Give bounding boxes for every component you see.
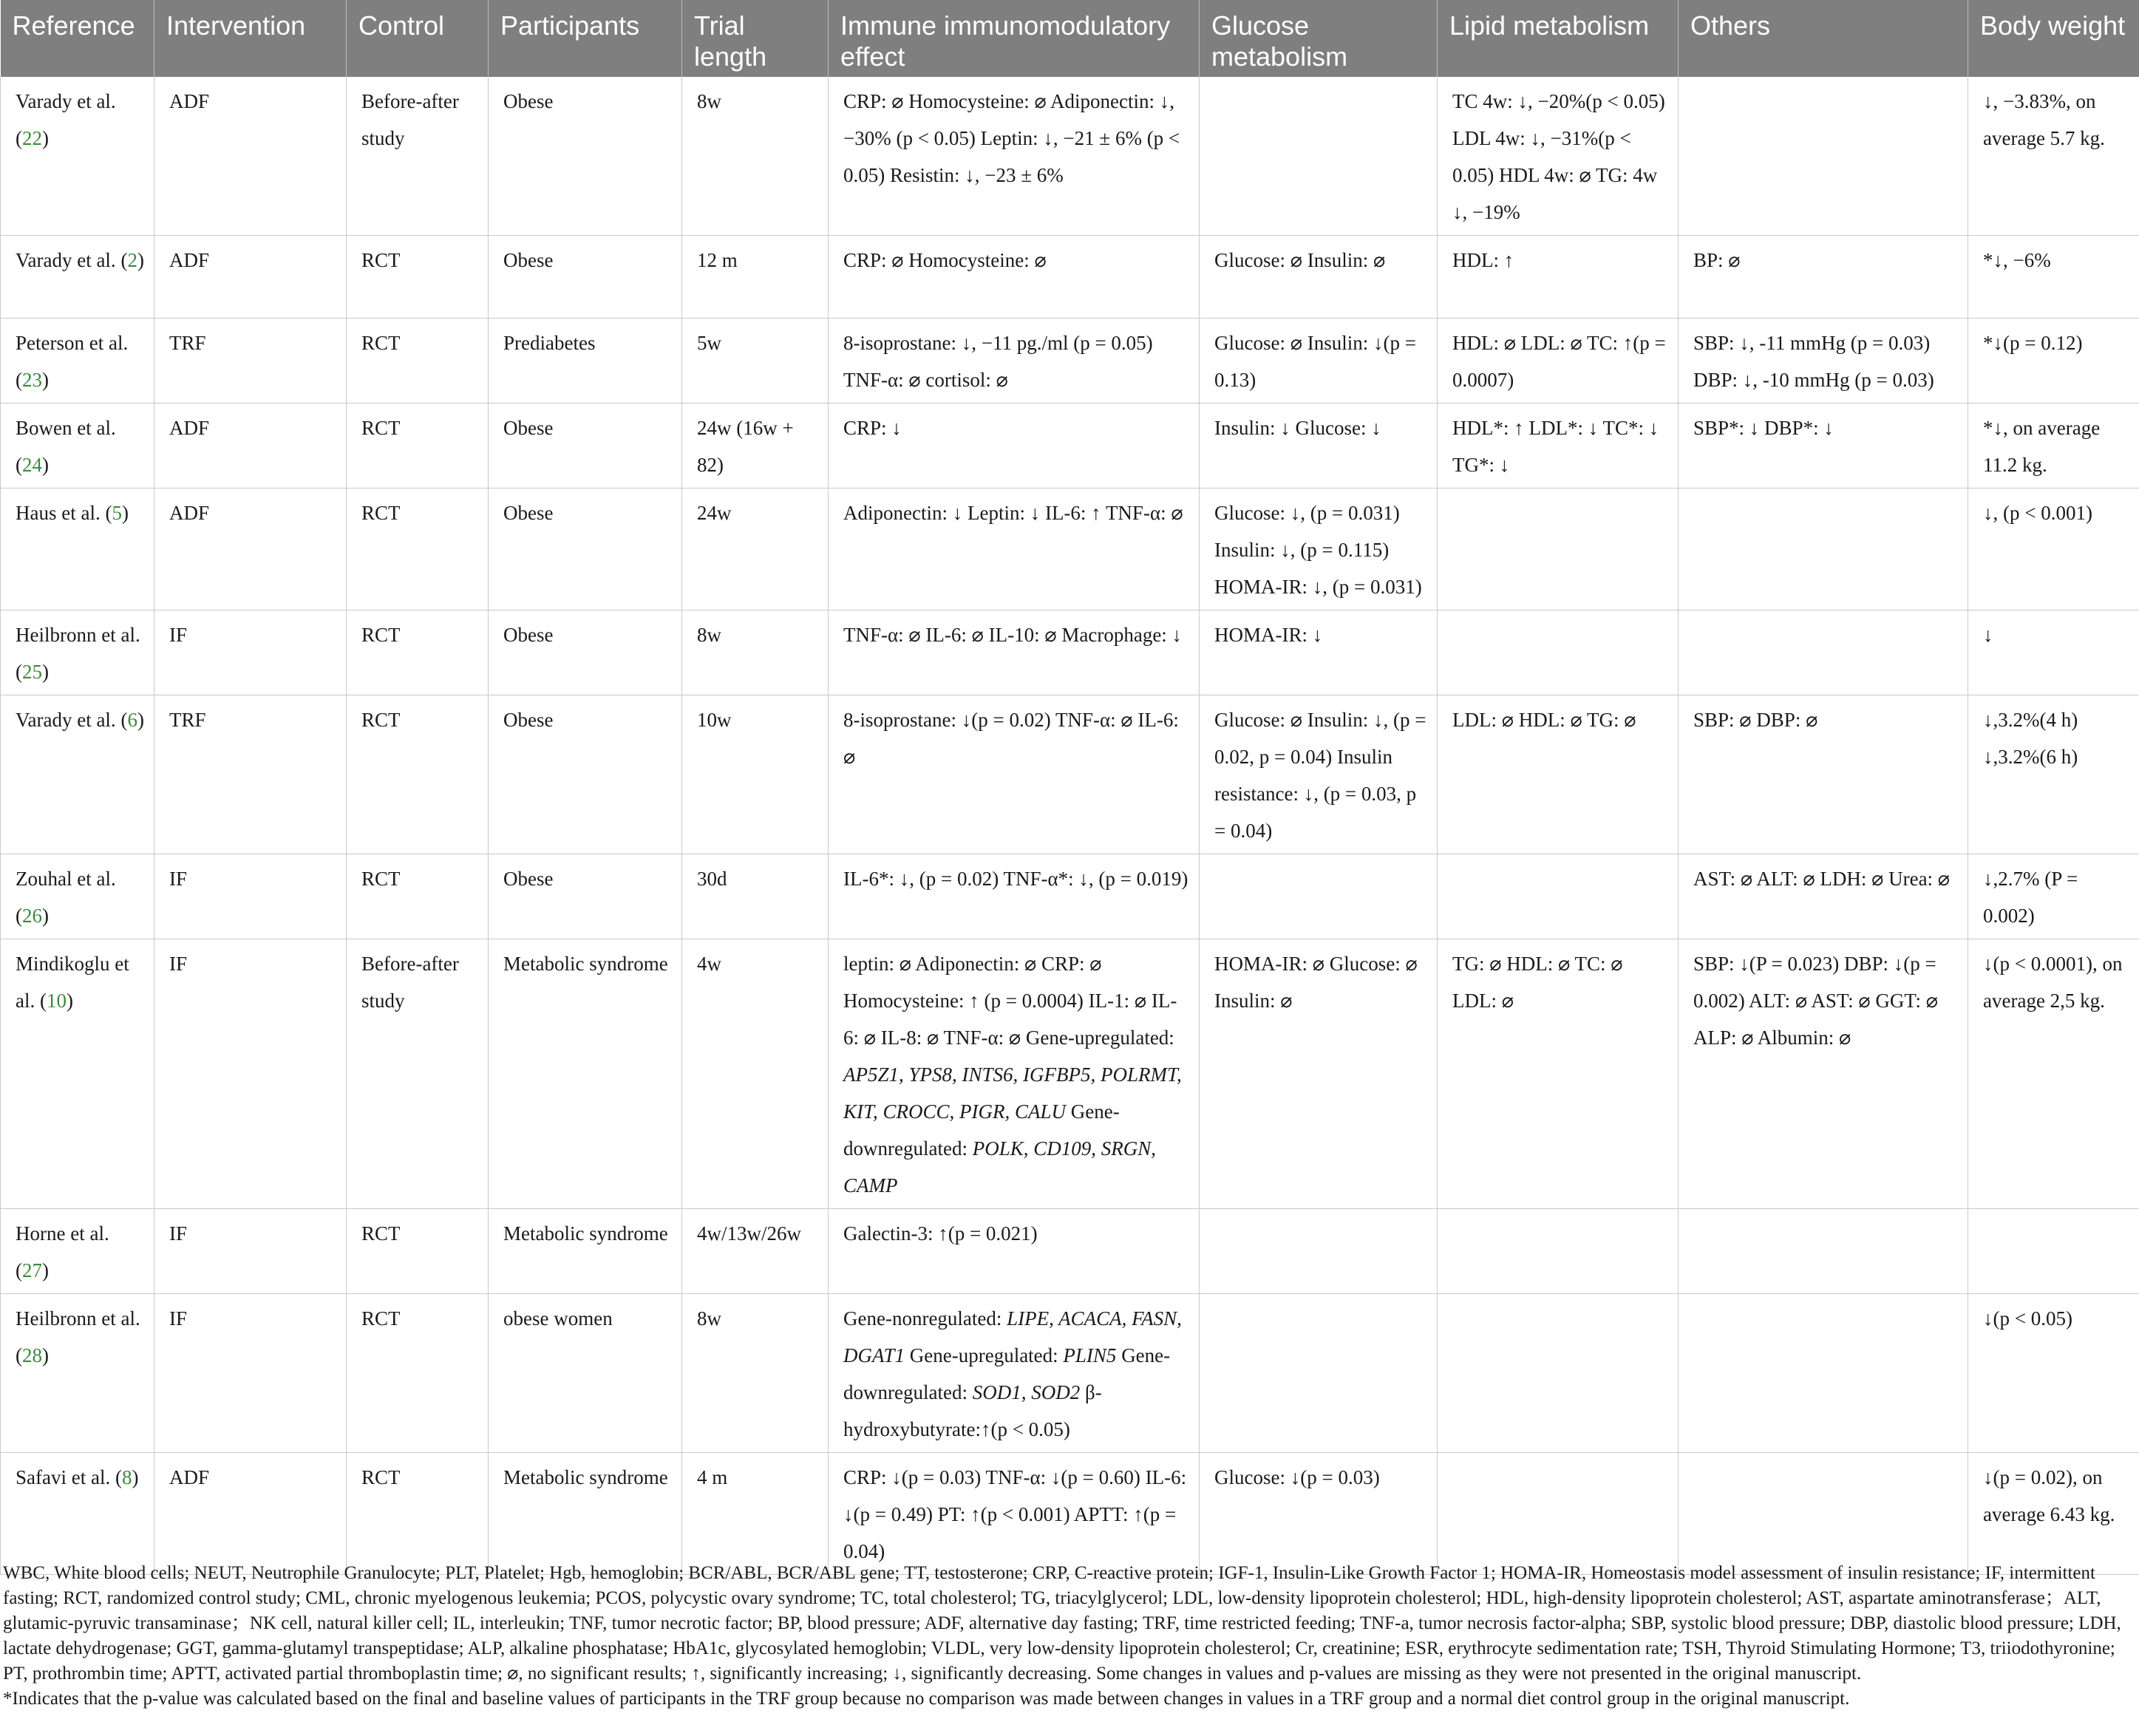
abbreviations-footnote: WBC, White blood cells; NEUT, Neutrophile Granulocyte; PLT, Platelet; Hgb, hemoglobin; BCR/ABL, BCR/ABL gene; TT, testosterone; CRP, C-reactive protein; IGF-1, Insulin-Like Growth Factor 1; HOMA-IR, Homeostasis model assessment of insulin resistance; IF, intermittent fasting; RCT, randomized control study; CML, chronic myelogenous leukemia; PCOS, polycystic ovary syndrome; TC, total cholesterol; TG, triacylglycerol; LDL, low-density lipoprotein cholesterol; HDL, high-density lipoprotein cholesterol; AST, aspartate aminotransferase；ALT, glutamic-pyruvic transaminase；NK cell, natural killer cell; IL, interleukin; TNF, tumor necrotic factor; BP, blood pressure; ADF, alternative day fasting; TRF, time restricted feeding; TNF-a, tumor necrosis factor-alpha; SBP, systolic blood pressure; DBP, diastolic blood pressure; LDH, lactate dehydrogenase; GGT, gamma-glutamyl transpeptidase; ALP, alkaline phosphatase; HbA1c, glycosylated hemoglobin; VLDL, very low-density lipoprotein cholesterol; Cr, creatinine; ESR, erythrocyte sedimentation rate; TSH, Thyroid Stimulating Hormone; T3, triiodothyronine; PT, prothrombin time; APTT, activated partial thromboplastin time; ⌀, no significant results; ↑, significantly increasing; ↓, significantly decreasing. Some changes in values and p-values are missing as they were not presented in the original manuscript. (3, 1563, 2121, 1684)
reference-cell: Mindikoglu et al. (10) (1, 939, 154, 1209)
table-row (1, 939, 2139, 1209)
body-weight-cell: ↓ (1968, 610, 2139, 695)
reference-cell: Varady et al. (22) (1, 77, 154, 236)
body-weight-cell: ↓(p < 0.0001), on average 2,5 kg. (1968, 939, 2139, 1209)
immune-effect-cell: Adiponectin: ↓ Leptin: ↓ IL-6: ↑ TNF-α: ⌀ (829, 489, 1200, 610)
trial-length-cell: 4 m (682, 1453, 829, 1575)
lipid-cell: HDL: ↑ (1438, 236, 1679, 319)
glucose-cell (1200, 854, 1438, 939)
trial-length-cell: 5w (682, 319, 829, 404)
body-weight-cell: *↓, on average 11.2 kg. (1968, 404, 2139, 489)
intervention-cell: IF (154, 939, 347, 1209)
immune-effect-cell: IL-6*: ↓, (p = 0.02) TNF-α*: ↓, (p = 0.019) (829, 854, 1200, 939)
col-header-others: Others (1679, 0, 1968, 77)
lipid-cell (1438, 1209, 1679, 1294)
col-header-intervention: Intervention (154, 0, 347, 77)
trial-length-cell: 8w (682, 77, 829, 236)
citation-link[interactable]: 25 (22, 661, 42, 683)
participants-cell: Obese (489, 404, 682, 489)
glucose-cell (1200, 1294, 1438, 1453)
body-weight-cell: ↓, (p < 0.001) (1968, 489, 2139, 610)
reference-author: Heilbronn et al. (16, 624, 140, 646)
glucose-cell: HOMA-IR: ↓ (1200, 610, 1438, 695)
immune-effect-cell (829, 939, 1200, 1209)
glucose-cell: HOMA-IR: ⌀ Glucose: ⌀ Insulin: ⌀ (1200, 939, 1438, 1209)
participants-cell: obese women (489, 1294, 682, 1453)
table-row (1, 489, 2139, 610)
citation-link[interactable]: 26 (22, 905, 42, 927)
citation-link[interactable]: 8 (121, 1466, 132, 1488)
participants-cell: Metabolic syndrome (489, 939, 682, 1209)
participants-cell: Obese (489, 695, 682, 854)
gene-list: POLK, CD109, SRGN, CAMP (843, 1137, 1156, 1197)
immune-effect-cell: TNF-α: ⌀ IL-6: ⌀ IL-10: ⌀ Macrophage: ↓ (829, 610, 1200, 695)
glucose-cell: Insulin: ↓ Glucose: ↓ (1200, 404, 1438, 489)
table-row (1, 236, 2139, 319)
glucose-cell (1200, 1209, 1438, 1294)
body-weight-cell: *↓, −6% (1968, 236, 2139, 319)
col-header-trial-length: Trial length (682, 0, 829, 77)
participants-cell: Obese (489, 610, 682, 695)
control-cell: RCT (347, 1453, 489, 1575)
body-weight-cell: ↓(p = 0.02), on average 6.43 kg. (1968, 1453, 2139, 1575)
immune-effect-cell: CRP: ↓(p = 0.03) TNF-α: ↓(p = 0.60) IL-6: ↓(p = 0.49) PT: ↑(p < 0.001) APTT: ↑(p = 0.04) (829, 1453, 1200, 1575)
others-cell: BP: ⌀ (1679, 236, 1968, 319)
immune-text: Gene-nonregulated: (843, 1307, 1007, 1330)
citation-link[interactable]: 27 (22, 1259, 42, 1281)
others-cell: SBP*: ↓ DBP*: ↓ (1679, 404, 1968, 489)
table-row (1, 1209, 2139, 1294)
control-cell: RCT (347, 236, 489, 319)
reference-cell: Varady et al. (2) (1, 236, 154, 319)
participants-cell: Prediabetes (489, 319, 682, 404)
table-row (1, 695, 2139, 854)
citation-link[interactable]: 22 (22, 127, 42, 149)
intervention-cell: IF (154, 854, 347, 939)
intervention-cell: TRF (154, 319, 347, 404)
col-header-glucose-metabolism: Glucose metabolism (1200, 0, 1438, 77)
others-cell (1679, 77, 1968, 236)
reference-cell: Safavi et al. (8) (1, 1453, 154, 1575)
immune-effect-cell: 8-isoprostane: ↓, −11 pg./ml (p = 0.05) TNF-α: ⌀ cortisol: ⌀ (829, 319, 1200, 404)
immune-effect-cell: Galectin-3: ↑(p = 0.021) (829, 1209, 1200, 1294)
body-weight-cell (1968, 1209, 2139, 1294)
trial-length-cell: 4w (682, 939, 829, 1209)
immune-effect-cell: CRP: ⌀ Homocysteine: ⌀ Adiponectin: ↓, −30% (p < 0.05) Leptin: ↓, −21 ± 6% (p < 0.05) Resistin: ↓, −23 ± 6% (829, 77, 1200, 236)
intervention-cell: ADF (154, 236, 347, 319)
reference-author: Mindikoglu et al. (16, 953, 129, 1012)
lipid-cell (1438, 610, 1679, 695)
reference-cell: Peterson et al. (23) (1, 319, 154, 404)
others-cell (1679, 1294, 1968, 1453)
col-header-immune-effect: Immune immunomodulatory effect (829, 0, 1200, 77)
table-row (1, 404, 2139, 489)
header-row (1, 0, 2139, 77)
gene-list: PLIN5 (1063, 1344, 1117, 1366)
immune-text: leptin: ⌀ Adiponectin: ⌀ CRP: ⌀ Homocysteine: ↑ (p = 0.0004) IL-1: ⌀ IL-6: ⌀ IL-8: ⌀ TNF-α: ⌀ Gene-upregulated: (843, 953, 1177, 1049)
body-weight-cell: *↓(p = 0.12) (1968, 319, 2139, 404)
control-cell: RCT (347, 319, 489, 404)
trial-length-cell: 8w (682, 610, 829, 695)
table-row (1, 319, 2139, 404)
reference-cell: Haus et al. (5) (1, 489, 154, 610)
immune-text: β-hydroxybutyrate:↑(p < 0.05) (843, 1381, 1102, 1440)
citation-link[interactable]: 24 (22, 454, 42, 476)
col-header-lipid-metabolism: Lipid metabolism (1438, 0, 1679, 77)
intervention-cell: IF (154, 1294, 347, 1453)
glucose-cell: Glucose: ⌀ Insulin: ↓(p = 0.13) (1200, 319, 1438, 404)
reference-author: Varady et al. (16, 249, 116, 271)
reference-author: Horne et al. (16, 1222, 109, 1245)
reference-author: Safavi et al. (16, 1466, 111, 1488)
trial-length-cell: 24w (682, 489, 829, 610)
table-row (1, 1453, 2139, 1575)
immune-text: Gene-upregulated: (905, 1344, 1064, 1366)
reference-cell: Varady et al. (6) (1, 695, 154, 854)
gene-list: LIPE, ACACA, FASN, DGAT1 (843, 1307, 1182, 1366)
control-cell: RCT (347, 854, 489, 939)
reference-cell: Bowen et al. (24) (1, 404, 154, 489)
intervention-cell: IF (154, 610, 347, 695)
control-cell: RCT (347, 1294, 489, 1453)
others-cell: SBP: ↓(P = 0.023) DBP: ↓(p = 0.002) ALT: ⌀ AST: ⌀ GGT: ⌀ ALP: ⌀ Albumin: ⌀ (1679, 939, 1968, 1209)
body-weight-cell: ↓, −3.83%, on average 5.7 kg. (1968, 77, 2139, 236)
immune-effect-cell (829, 1294, 1200, 1453)
glucose-cell (1200, 77, 1438, 236)
lipid-cell: TC 4w: ↓, −20%(p < 0.05) LDL 4w: ↓, −31%(p < 0.05) HDL 4w: ⌀ TG: 4w ↓, −19% (1438, 77, 1679, 236)
immune-effect-cell: CRP: ⌀ Homocysteine: ⌀ (829, 236, 1200, 319)
col-header-control: Control (347, 0, 489, 77)
participants-cell: Obese (489, 854, 682, 939)
reference-cell: Heilbronn et al. (25) (1, 610, 154, 695)
control-cell: RCT (347, 404, 489, 489)
citation-link[interactable]: 5 (112, 502, 122, 524)
reference-author: Bowen et al. (16, 417, 116, 439)
reference-author: Heilbronn et al. (16, 1307, 140, 1330)
intervention-cell: ADF (154, 404, 347, 489)
lipid-cell: HDL*: ↑ LDL*: ↓ TC*: ↓ TG*: ↓ (1438, 404, 1679, 489)
citation-link[interactable]: 6 (127, 709, 137, 731)
trial-length-cell: 10w (682, 695, 829, 854)
trial-length-cell: 4w/13w/26w (682, 1209, 829, 1294)
reference-author: Varady et al. (16, 90, 116, 112)
gene-list: SOD1, SOD2 (972, 1381, 1081, 1403)
others-cell (1679, 1453, 1968, 1575)
intervention-cell: TRF (154, 695, 347, 854)
participants-cell: Metabolic syndrome (489, 1453, 682, 1575)
table-row (1, 77, 2139, 236)
col-header-participants: Participants (489, 0, 682, 77)
trial-length-cell: 12 m (682, 236, 829, 319)
body-weight-cell: ↓,3.2%(4 h) ↓,3.2%(6 h) (1968, 695, 2139, 854)
trial-length-cell: 24w (16w + 82) (682, 404, 829, 489)
immune-effect-cell: 8-isoprostane: ↓(p = 0.02) TNF-α: ⌀ IL-6: ⌀ (829, 695, 1200, 854)
lipid-cell: TG: ⌀ HDL: ⌀ TC: ⌀ LDL: ⌀ (1438, 939, 1679, 1209)
others-cell: SBP: ↓, -11 mmHg (p = 0.03) DBP: ↓, -10 mmHg (p = 0.03) (1679, 319, 1968, 404)
others-cell: SBP: ⌀ DBP: ⌀ (1679, 695, 1968, 854)
glucose-cell: Glucose: ⌀ Insulin: ↓, (p = 0.02, p = 0.04) Insulin resistance: ↓, (p = 0.03, p = 0.04) (1200, 695, 1438, 854)
immune-effect-cell: CRP: ↓ (829, 404, 1200, 489)
lipid-cell: HDL: ⌀ LDL: ⌀ TC: ↑(p = 0.0007) (1438, 319, 1679, 404)
col-header-body-weight: Body weight (1968, 0, 2139, 77)
reference-cell: Heilbronn et al. (28) (1, 1294, 154, 1453)
control-cell: Before-after study (347, 77, 489, 236)
participants-cell: Obese (489, 77, 682, 236)
citation-link[interactable]: 2 (127, 249, 137, 271)
reference-author: Haus et al. (16, 502, 101, 524)
reference-cell: Horne et al. (27) (1, 1209, 154, 1294)
gene-list: AP5Z1, YPS8, INTS6, IGFBP5, POLRMT, KIT, CROCC, PIGR, CALU (843, 1063, 1182, 1123)
reference-author: Peterson et al. (16, 332, 129, 354)
lipid-cell: LDL: ⌀ HDL: ⌀ TG: ⌀ (1438, 695, 1679, 854)
reference-author: Zouhal et al. (16, 868, 116, 890)
table-row (1, 854, 2139, 939)
reference-cell: Zouhal et al. (26) (1, 854, 154, 939)
others-cell: AST: ⌀ ALT: ⌀ LDH: ⌀ Urea: ⌀ (1679, 854, 1968, 939)
glucose-cell: Glucose: ⌀ Insulin: ⌀ (1200, 236, 1438, 319)
trial-length-cell: 8w (682, 1294, 829, 1453)
citation-link[interactable]: 23 (22, 369, 42, 391)
participants-cell: Metabolic syndrome (489, 1209, 682, 1294)
glucose-cell: Glucose: ↓(p = 0.03) (1200, 1453, 1438, 1575)
control-cell: RCT (347, 489, 489, 610)
intervention-cell: ADF (154, 77, 347, 236)
immune-text: Gene-downregulated: (843, 1100, 1120, 1160)
table-row (1, 610, 2139, 695)
body-weight-cell: ↓(p < 0.05) (1968, 1294, 2139, 1453)
others-cell (1679, 1209, 1968, 1294)
asterisk-footnote: *Indicates that the p-value was calculated based on the final and baseline values of participants in the TRF group because no comparison was made between changes in values in a TRF group and a normal diet control group in the original manuscript. (3, 1689, 1850, 1709)
participants-cell: Obese (489, 236, 682, 319)
control-cell: RCT (347, 695, 489, 854)
lipid-cell (1438, 489, 1679, 610)
lipid-cell (1438, 1453, 1679, 1575)
table-row (1, 1294, 2139, 1453)
lipid-cell (1438, 1294, 1679, 1453)
col-header-reference: Reference (1, 0, 154, 77)
body-weight-cell: ↓,2.7% (P = 0.002) (1968, 854, 2139, 939)
participants-cell: Obese (489, 489, 682, 610)
others-cell (1679, 489, 1968, 610)
others-cell (1679, 610, 1968, 695)
glucose-cell: Glucose: ↓, (p = 0.031) Insulin: ↓, (p = 0.115) HOMA-IR: ↓, (p = 0.031) (1200, 489, 1438, 610)
intervention-cell: ADF (154, 1453, 347, 1575)
control-cell: RCT (347, 1209, 489, 1294)
intervention-cell: ADF (154, 489, 347, 610)
reference-author: Varady et al. (16, 709, 116, 731)
citation-link[interactable]: 28 (22, 1344, 42, 1366)
lipid-cell (1438, 854, 1679, 939)
citation-link[interactable]: 10 (47, 990, 67, 1012)
intervention-cell: IF (154, 1209, 347, 1294)
control-cell: RCT (347, 610, 489, 695)
immune-text: Gene-downregulated: (843, 1344, 1171, 1403)
control-cell: Before-after study (347, 939, 489, 1209)
trial-length-cell: 30d (682, 854, 829, 939)
table-footnotes (0, 1561, 2139, 1712)
